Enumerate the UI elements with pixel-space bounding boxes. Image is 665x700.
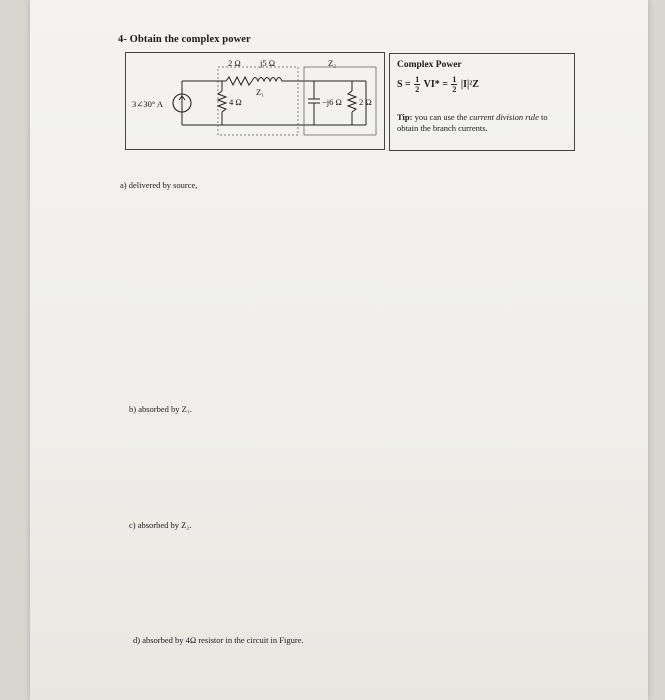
r2-label: 2 Ω xyxy=(359,97,372,107)
part-c: c) absorbed by Z₂. xyxy=(129,520,192,530)
capacitor-label: −j6 Ω xyxy=(322,97,342,107)
source-label: 3∠30° A xyxy=(132,99,164,109)
complex-power-box xyxy=(389,53,575,151)
formula-vi: VI* = xyxy=(423,78,448,90)
tip-text-1: you can use the xyxy=(412,112,470,122)
resistor-2ohm-right xyxy=(348,91,356,112)
fraction-half-2: $\frac{1}{2}$ xyxy=(452,75,457,94)
tip-text-2: to obtain the branch currents. xyxy=(397,112,548,133)
fraction-half-1: $\frac{1}{2}$ xyxy=(415,75,420,94)
circuit-diagram-frame xyxy=(125,52,385,150)
tip-label: Tip: xyxy=(397,112,413,122)
part-b: b) absorbed by Z₁. xyxy=(129,404,192,414)
question-title: 4- Obtain the complex power xyxy=(118,34,251,45)
circuit-diagram xyxy=(126,53,384,149)
formula-s: S = xyxy=(397,78,411,90)
z2-label: Z₂ xyxy=(328,58,337,68)
resistor-2ohm xyxy=(226,77,252,85)
r4-label: 4 Ω xyxy=(229,97,242,107)
part-a: a) delivered by source, xyxy=(120,180,198,190)
complex-power-title: Complex Power xyxy=(397,60,462,70)
inductor-j5 xyxy=(252,78,282,82)
tip-italic: current division rule xyxy=(469,112,539,122)
z1-label: Z₁ xyxy=(256,87,265,97)
r1-label: 2 Ω xyxy=(228,58,241,68)
complex-power-formula xyxy=(397,75,479,94)
part-d: d) absorbed by 4Ω resistor in the circuit in Figure. xyxy=(133,635,304,645)
resistor-4ohm xyxy=(218,91,226,112)
l1-label: j5 Ω xyxy=(260,58,276,68)
formula-iz: |I|²Z xyxy=(460,78,479,90)
tip-text xyxy=(397,112,569,134)
